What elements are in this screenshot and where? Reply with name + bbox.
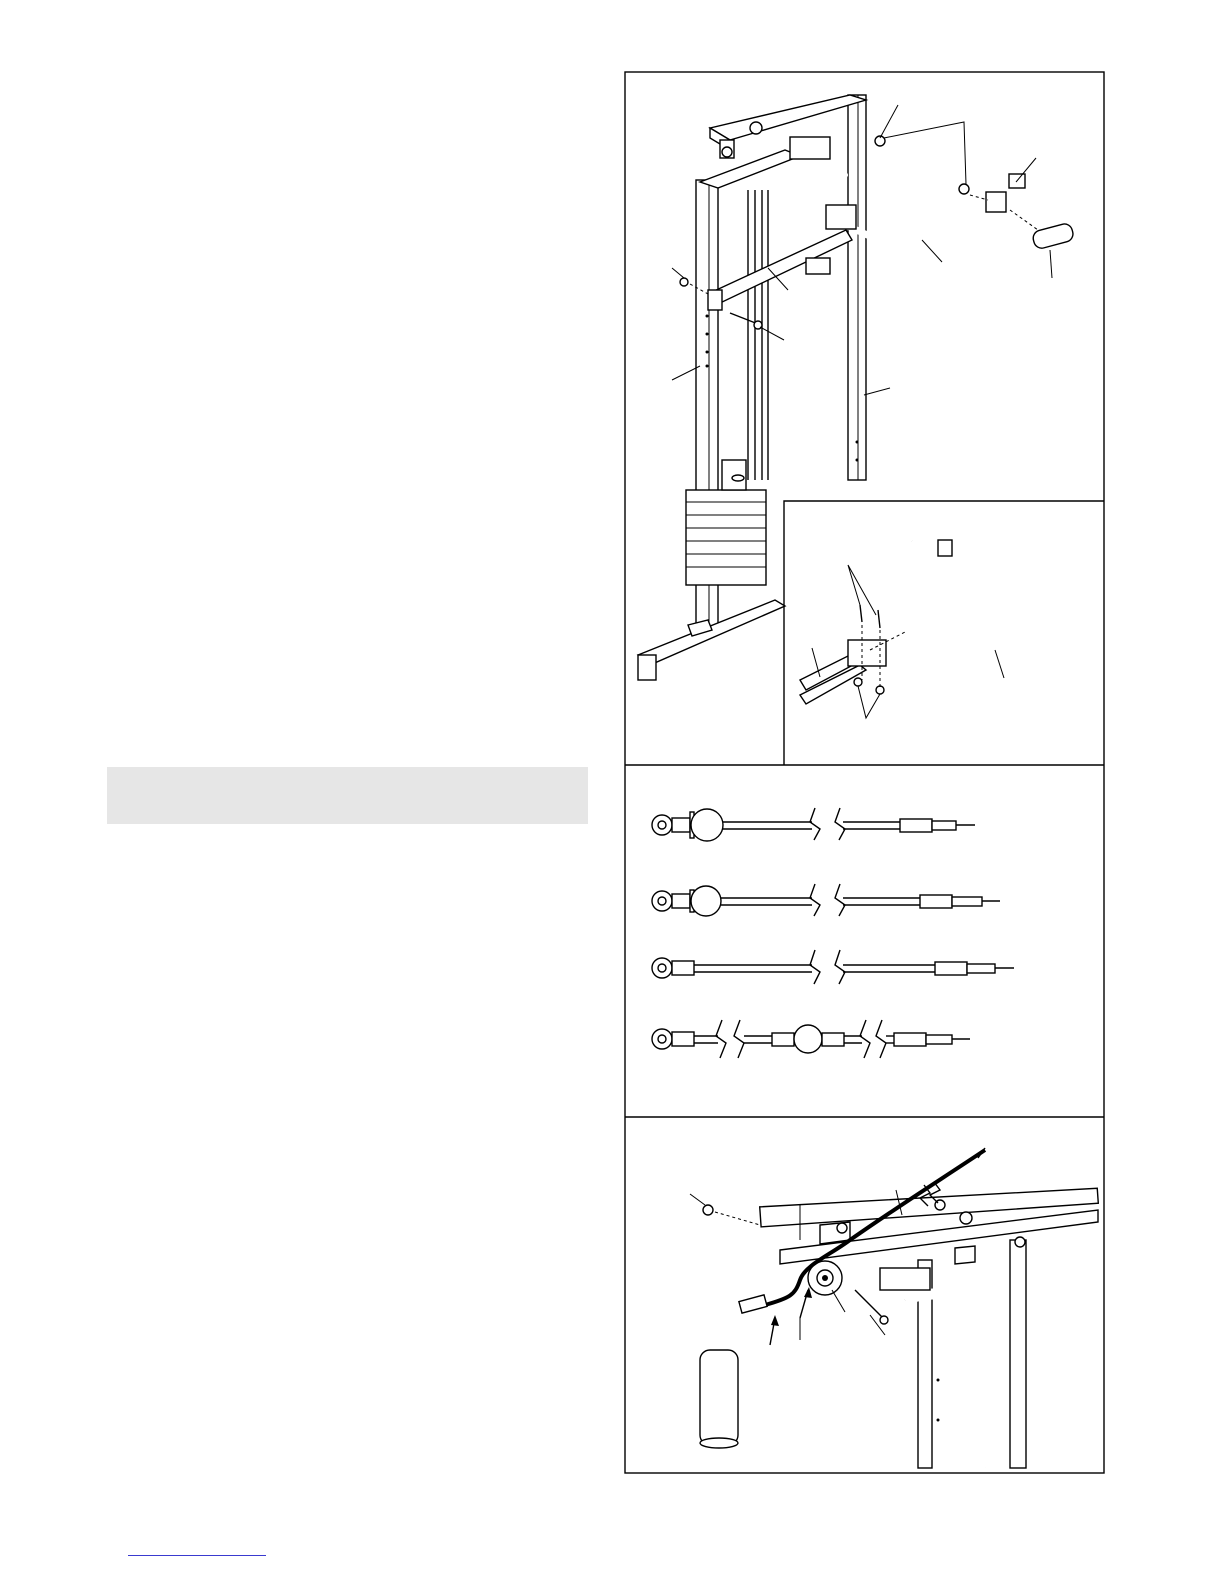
cable-2-icon	[652, 884, 1000, 916]
pulley-assembly-drawing	[690, 1148, 1098, 1468]
cable-1-icon	[652, 808, 975, 841]
handlebar-inset-drawing	[800, 540, 1078, 718]
cable-3-icon	[652, 950, 1014, 984]
cable-identification-drawing	[652, 808, 1014, 1058]
cable-4-icon	[652, 1020, 970, 1058]
